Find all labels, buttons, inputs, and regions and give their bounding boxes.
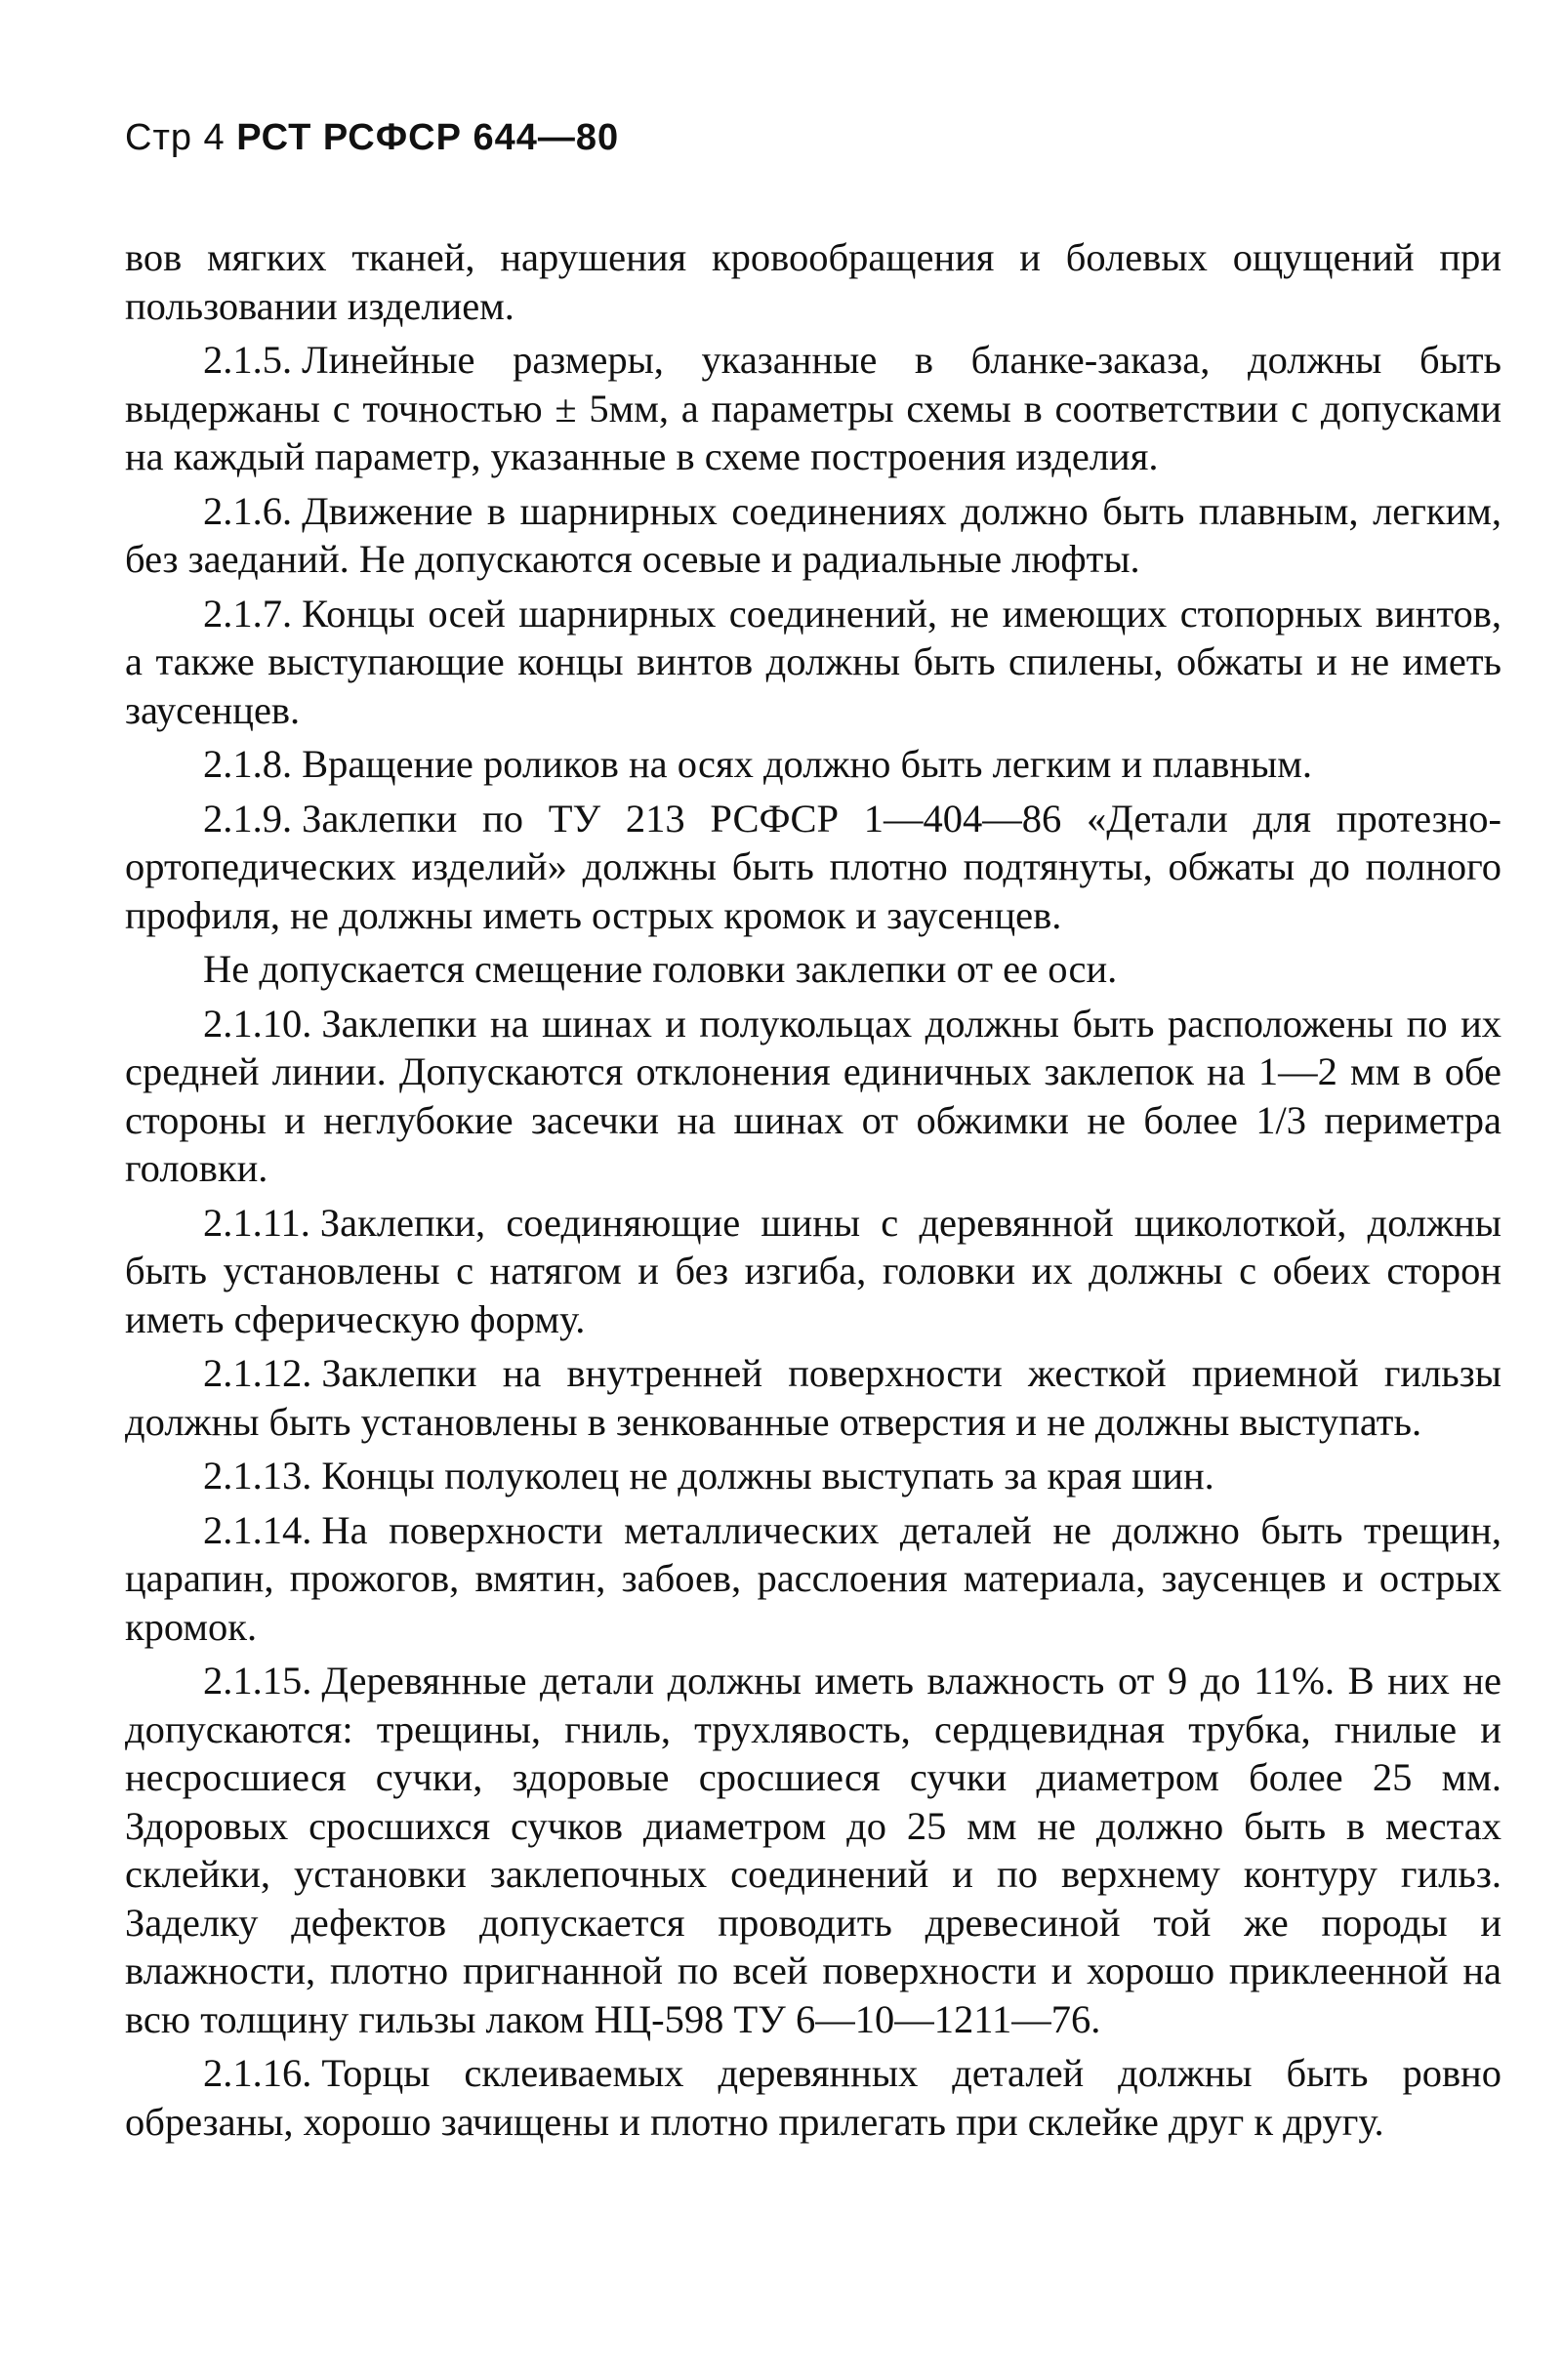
paragraph-continuation xyxy=(125,233,1501,330)
paragraph-number: 2.1.15. xyxy=(203,1659,312,1703)
paragraph-number: 2.1.10. xyxy=(203,1001,312,1046)
paragraph-2-1-11 xyxy=(125,1199,1501,1344)
page-number: Стр 4 xyxy=(125,117,226,158)
standard-code: РСТ РСФСР 644—80 xyxy=(236,117,620,158)
paragraph-number: 2.1.6. xyxy=(203,488,293,533)
paragraph-text: На поверхности металлических деталей не должно быть трещин, царапин, прожогов, вмятин, забоев, расслоения материала, заусенцев и острых кромок. xyxy=(125,1507,1501,1649)
paragraph-text: Заклепки по ТУ 213 РСФСР 1—404—86 «Детали для протезно-ортопедических изделий» должны быть плотно подтянуты, обжаты до полного профиля, не должны иметь острых кромок и заусенцев. xyxy=(125,796,1501,937)
paragraph-text: Концы осей шарнирных соединений, не имеющих стопорных винтов, а также выступающие концы винтов должны быть спилены, обжаты и не иметь заусенцев. xyxy=(125,591,1501,732)
paragraph-text: Заклепки на шинах и полукольцах должны быть расположены по их средней линии. Допускаются отклонения единичных заклепок на 1—2 мм в обе стороны и неглубокие засечки на шинах от обжимки не более 1/3 периметра головки. xyxy=(125,1001,1501,1190)
paragraph-number: 2.1.8. xyxy=(203,742,293,786)
paragraph-number: 2.1.5. xyxy=(203,338,293,382)
paragraph-rivet-offset xyxy=(125,945,1501,994)
paragraph-text: Торцы склеиваемых деревянных деталей должны быть ровно обрезаны, хорошо зачищены и плотно прилегать при склейке друг к другу. xyxy=(125,2051,1501,2144)
page-header xyxy=(125,117,1501,159)
paragraph-2-1-13 xyxy=(125,1452,1501,1500)
paragraph-text: Заклепки, соединяющие шины с деревянной щиколоткой, должны быть установлены с натягом и без изгиба, головки их должны с обеих сторон иметь сферическую форму. xyxy=(125,1200,1501,1341)
paragraph-number: 2.1.9. xyxy=(203,796,293,841)
document-page xyxy=(125,117,1501,2152)
paragraph-2-1-15 xyxy=(125,1657,1501,2043)
paragraph-2-1-10 xyxy=(125,1000,1501,1193)
paragraph-2-1-14 xyxy=(125,1506,1501,1652)
paragraph-2-1-9 xyxy=(125,795,1501,940)
paragraph-2-1-12 xyxy=(125,1349,1501,1446)
paragraph-2-1-7 xyxy=(125,590,1501,735)
paragraph-2-1-16 xyxy=(125,2049,1501,2146)
paragraph-number: 2.1.14. xyxy=(203,1507,312,1552)
paragraph-text: Линейные размеры, указанные в бланке-заказа, должны быть выдержаны с точностью ± 5мм, а параметры схемы в соответствии с допусками на каждый параметр, указанные в схеме построения изделия. xyxy=(125,338,1501,478)
paragraph-text: Вращение роликов на осях должно быть легким и плавным. xyxy=(302,742,1312,786)
paragraph-text: вов мягких тканей, нарушения кровообращения и болевых ощущений при пользовании изделием. xyxy=(125,235,1501,328)
paragraph-number: 2.1.7. xyxy=(203,591,293,636)
paragraph-number: 2.1.13. xyxy=(203,1454,312,1498)
paragraph-text: Заклепки на внутренней поверхности жесткой приемной гильзы должны быть установлены в зенкованные отверстия и не должны выступать. xyxy=(125,1351,1501,1444)
paragraph-text: Не допускается смещение головки заклепки от ее оси. xyxy=(203,947,1118,991)
paragraph-2-1-5 xyxy=(125,336,1501,481)
paragraph-2-1-6 xyxy=(125,487,1501,584)
paragraph-number: 2.1.11. xyxy=(203,1200,310,1245)
paragraph-number: 2.1.16. xyxy=(203,2051,312,2095)
document-body xyxy=(125,233,1501,2146)
paragraph-text: Движение в шарнирных соединениях должно быть плавным, легким, без заеданий. Не допускаются осевые и радиальные люфты. xyxy=(125,488,1501,581)
paragraph-text: Деревянные детали должны иметь влажность от 9 до 11%. В них не допускаются: трещины, гниль, трухлявость, сердцевидная трубка, гнилые и несросшиеся сучки, здоровые сросшиеся сучки диаметром более 25 мм. Здоровых сросшихся сучков диаметром до 25 мм не должно быть в местах склейки, установки заклепочных соединений и по верхнему контуру гильз. Заделку дефектов допускается проводить древесиной той же породы и влажности, плотно пригнанной по всей поверхности и хорошо приклеенной на всю толщину гильзы лаком НЦ-598 ТУ 6—10—1211—76. xyxy=(125,1659,1501,2041)
paragraph-2-1-8 xyxy=(125,740,1501,789)
paragraph-text: Концы полуколец не должны выступать за края шин. xyxy=(321,1454,1214,1498)
paragraph-number: 2.1.12. xyxy=(203,1351,312,1395)
